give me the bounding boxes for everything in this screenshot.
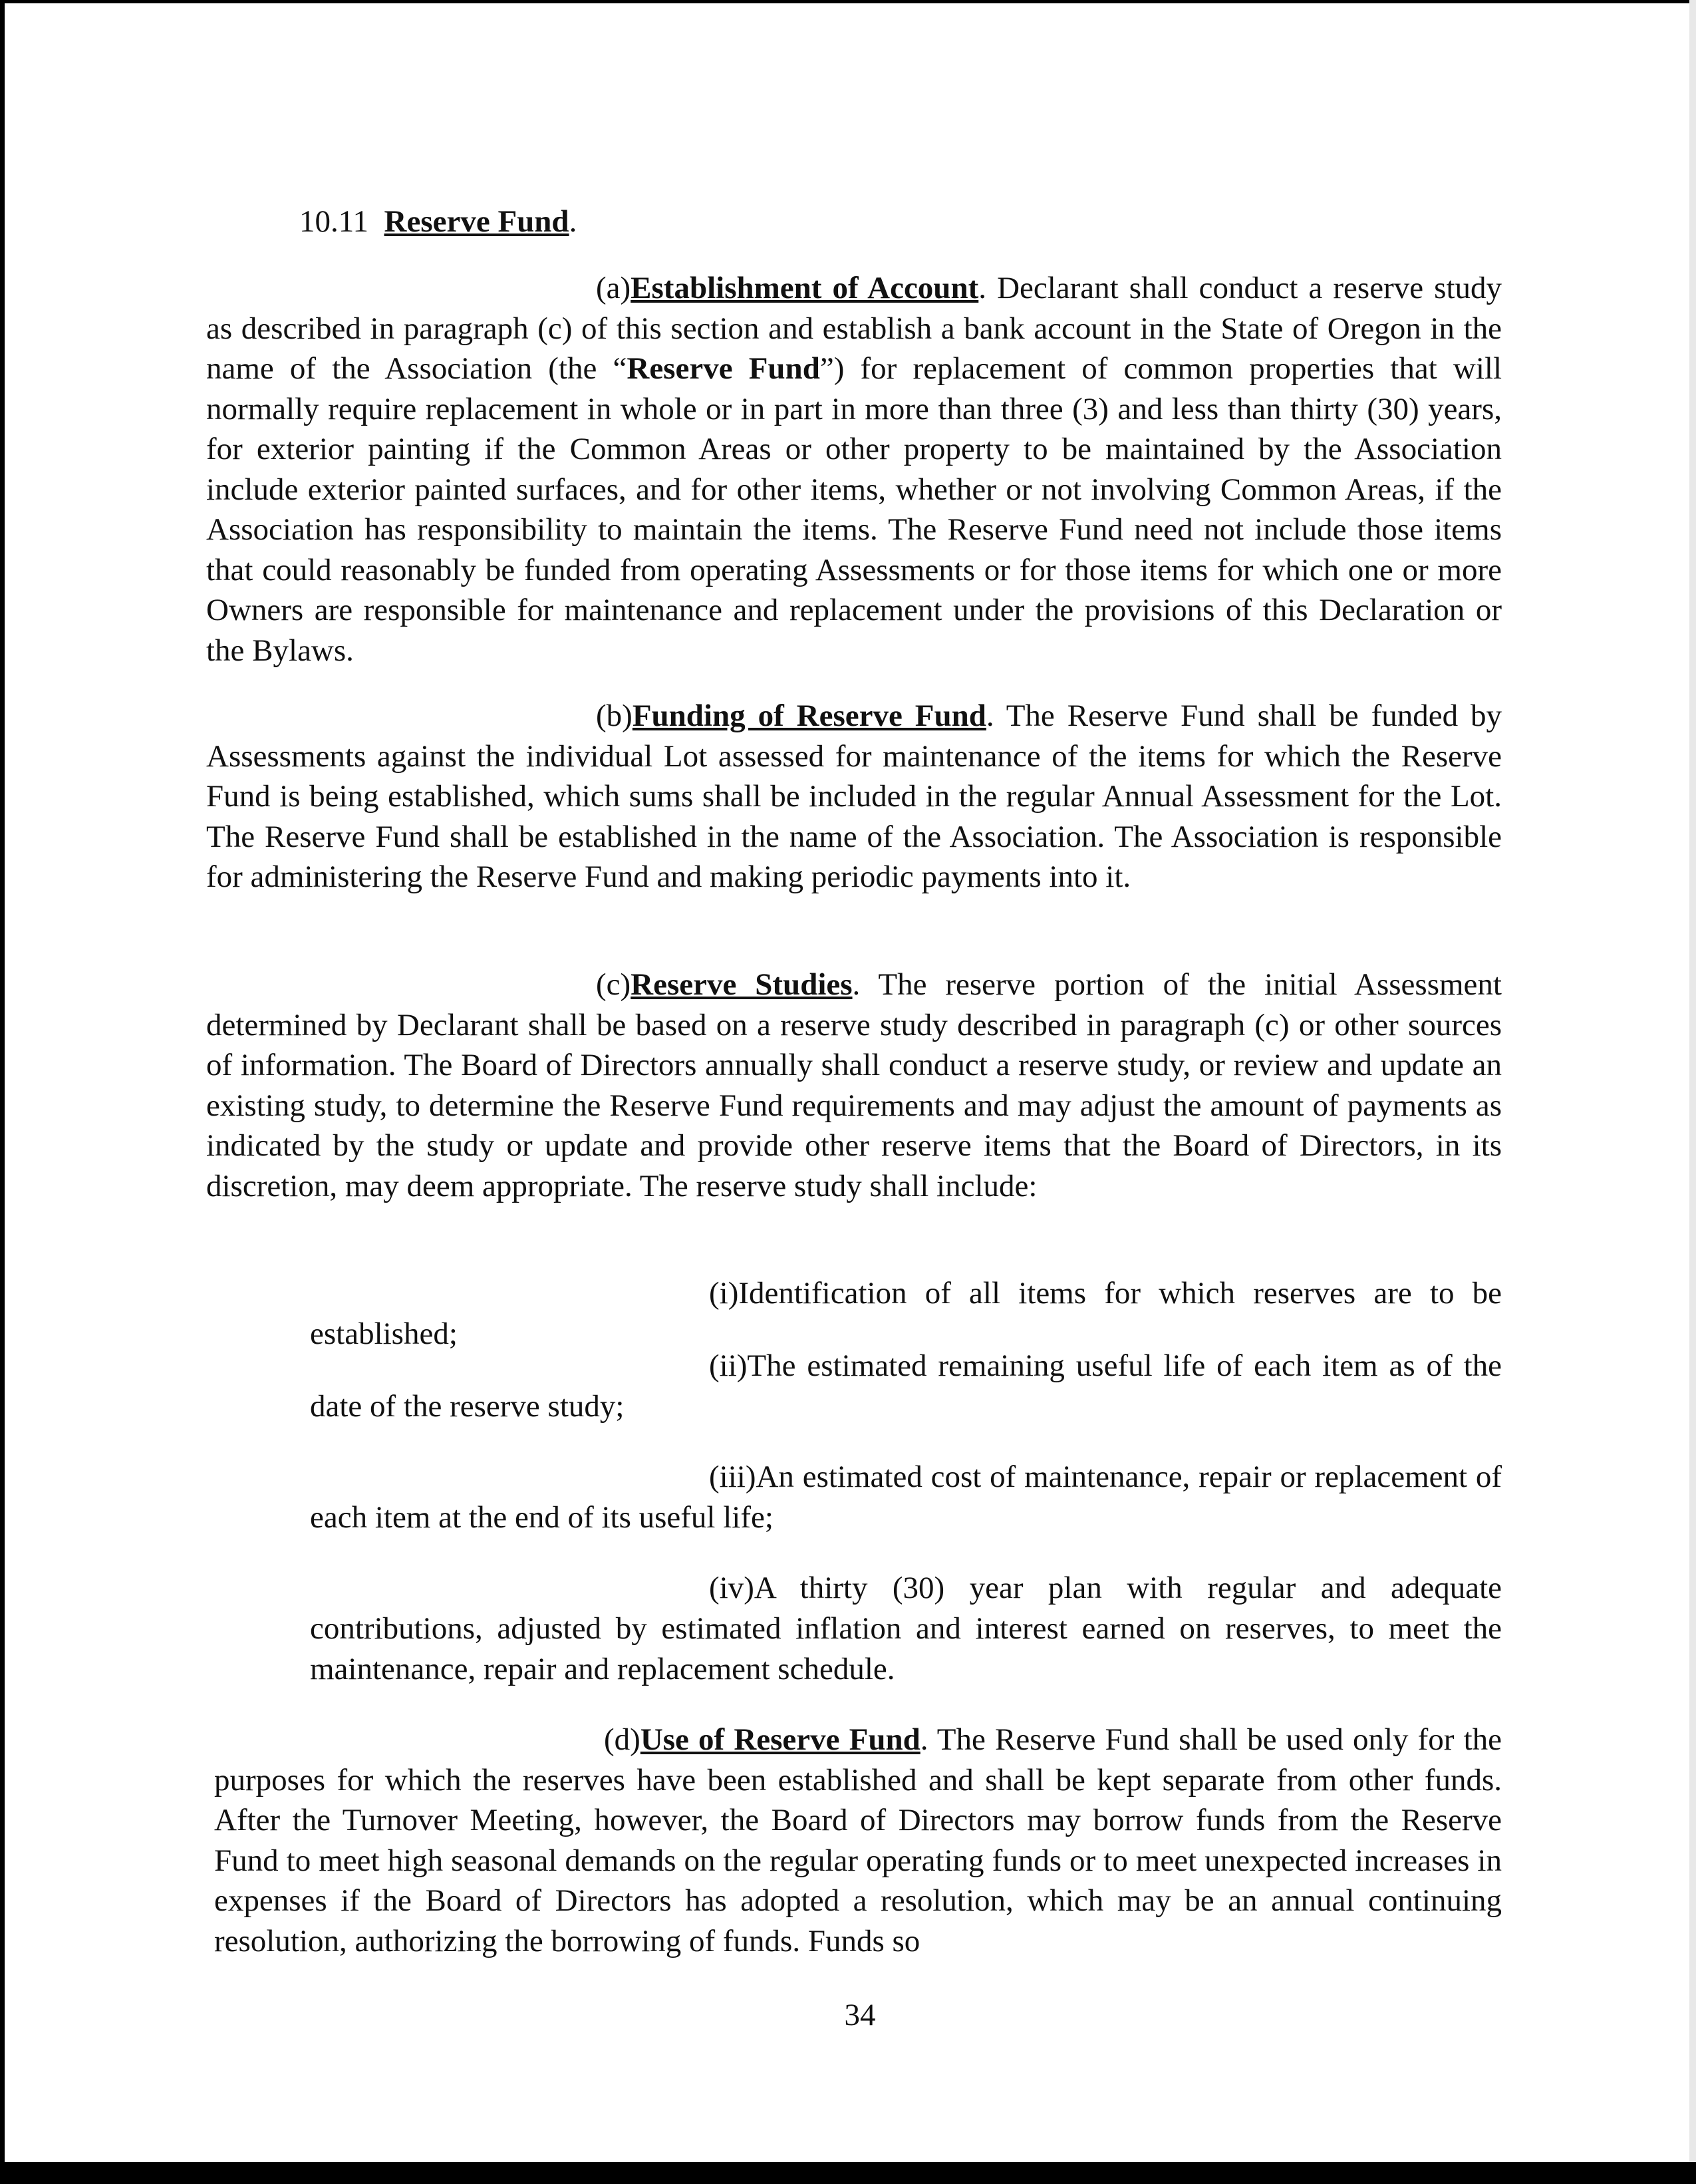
list-item-label: (ii) [709,1348,748,1383]
list-item-text: The estimated remaining useful life of each item as of the date of the reserve study; [310,1348,1502,1424]
paragraph-d [214,1720,1502,1961]
paragraph-c-title: Reserve Studies [631,967,853,1002]
section-number: 10.11 [299,204,369,239]
list-item-label: (i) [709,1276,739,1311]
list-item-text: Identification of all items for which reserves are to be established; [310,1276,1502,1351]
paragraph-a-text-before: . Declarant shall conduct a reserve study as described in paragraph (c) of this section and establish a bank account in the State of Oregon in the name of the Association (the “ [206,271,1502,386]
list-item-text: An estimated cost of maintenance, repair or replacement of each item at the end of its useful life; [310,1460,1502,1535]
list-item-label: (iii) [709,1460,756,1494]
page-number: 34 [844,1998,876,2032]
paragraph-d-title: Use of Reserve Fund [640,1722,920,1757]
list-item-text: A thirty (30) year plan with regular and adequate contributions, adjusted by estimated inflation and interest earned on reserves, to meet the maintenance, repair and replacement schedule. [310,1571,1502,1686]
list-item [310,1273,1502,1354]
section-title-suffix: . [569,204,577,239]
list-item [310,1346,1502,1427]
paragraph-d-text: . The Reserve Fund shall be used only for the purposes for which the reserves have been established and shall be kept separate from other funds. After the Turnover Meeting, however, the Board of Directors may borrow funds from the Reserve Fund to meet high seasonal demands on the regular operating funds or to meet unexpected increases in expenses if the Board of Directors has adopted a resolution, which may be an annual continuing resolution, authorizing the borrowing of funds. Funds so [214,1722,1502,1958]
list-item [310,1568,1502,1690]
list-item [310,1457,1502,1538]
list-item-label: (iv) [709,1571,754,1605]
paragraph-c-text: . The reserve portion of the initial Assessment determined by Declarant shall be based on a reserve study described in paragraph (c) or other sources of information. The Board of Directors annually shall conduct a reserve study, or review and update an existing study, to determine the Reserve Fund requirements and may adjust the amount of payments as indicated by the study or update and provide other reserve items that the Board of Directors, in its discretion, may deem appropriate. The reserve study shall include: [206,967,1502,1203]
paragraph-d-label: (d) [604,1722,640,1757]
scan-border-bottom [0,2162,1696,2184]
paragraph-a-text-after: ”) for replacement of common properties that will normally require replacement in whole or in part in more than three (3) and less than thirty (30) years, for exterior painting if the Common Areas or other property to be maintained by the Association include exterior painted surfaces, and for other items, whether or not involving Common Areas, if the Association has responsibility to maintain the items. The Reserve Fund need not include those items that could reasonably be funded from operating Assessments or for those items for which one or more Owners are responsible for maintenance and replacement under the provisions of this Declaration or the Bylaws. [206,351,1502,668]
paragraph-b-text: . The Reserve Fund shall be funded by Assessments against the individual Lot assessed for maintenance of the items for which the Reserve Fund is being established, which sums shall be included in the regular Annual Assessment for the Lot. The Reserve Fund shall be established in the name of the Association. The Association is responsible for administering the Reserve Fund and making periodic payments into it. [206,699,1502,894]
paragraph-c [206,965,1502,1206]
paragraph-b-label: (b) [596,699,633,733]
paragraph-a-title: Establishment of Account [631,271,979,305]
paragraph-a [206,268,1502,671]
paragraph-b [206,696,1502,897]
section-title: Reserve Fund [384,204,569,239]
section-heading [299,201,577,242]
paragraph-c-label: (c) [596,967,631,1002]
paragraph-b-title: Funding of Reserve Fund [632,699,986,733]
paragraph-a-label: (a) [596,271,631,305]
reserve-fund-term: Reserve Fund [627,351,820,386]
